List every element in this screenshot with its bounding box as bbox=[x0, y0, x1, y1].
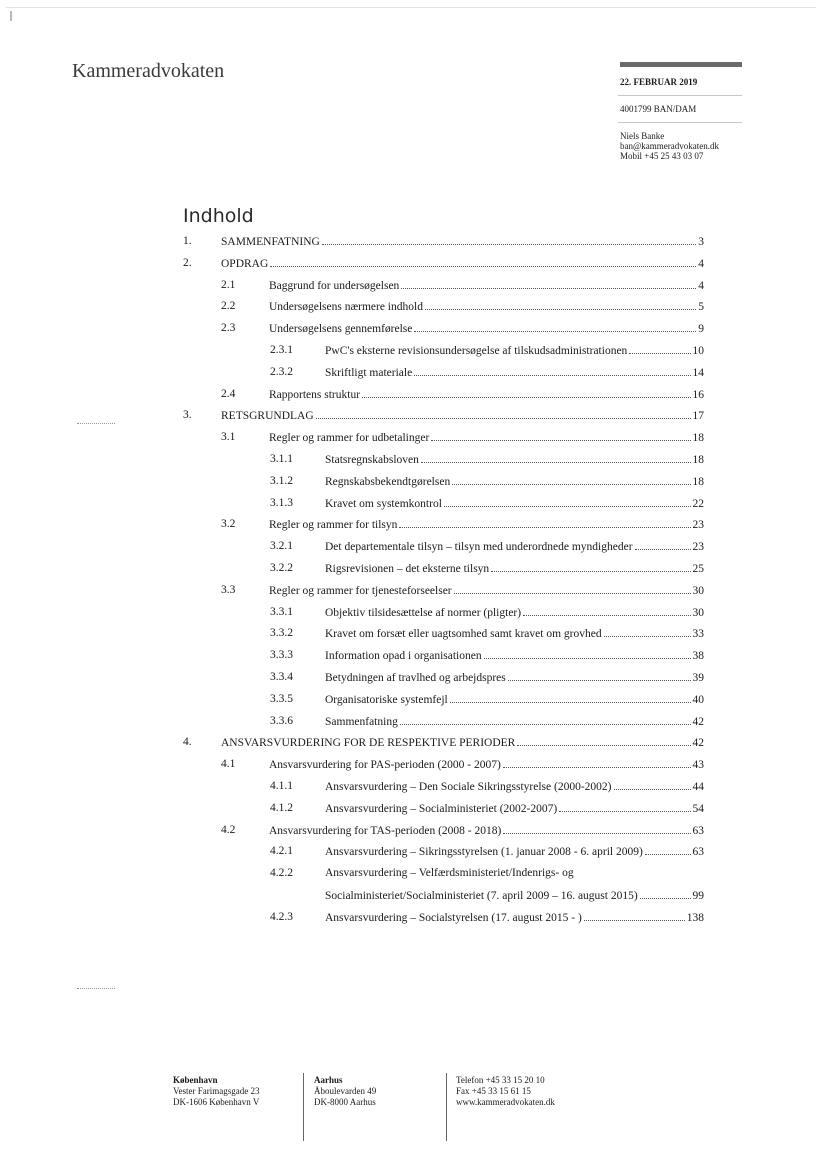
toc-entry[interactable] bbox=[325, 497, 704, 513]
toc-leader-dots bbox=[362, 388, 690, 398]
toc-entry-text: Undersøgelsens nærmere indhold bbox=[269, 301, 423, 314]
footer-postcode: DK-8000 Aarhus bbox=[314, 1097, 376, 1107]
toc-entry-number: 4.2.3 bbox=[270, 910, 293, 923]
toc-entry-text: Det departementale tilsyn – tilsyn med underordnede myndigheder bbox=[325, 541, 633, 554]
toc-leader-dots bbox=[454, 584, 691, 594]
toc-entry-number: 4.2 bbox=[221, 823, 236, 836]
toc-entry-text: Organisatoriske systemfejl bbox=[325, 693, 448, 706]
toc-entry-number: 3.3.1 bbox=[270, 605, 293, 618]
toc-page-number: 4 bbox=[698, 257, 704, 270]
toc-entry-number: 3.1 bbox=[221, 431, 236, 444]
footer-address: Vester Farimagsgade 23 bbox=[173, 1086, 260, 1096]
toc-page-number: 4 bbox=[698, 279, 704, 292]
toc-page-number: 18 bbox=[692, 475, 704, 488]
margin-mark bbox=[77, 423, 115, 425]
toc-page-number: 25 bbox=[692, 563, 704, 575]
reference-number: 4001799 BAN/DAM bbox=[620, 104, 697, 114]
toc-entry-text: Regler og rammer for udbetalinger bbox=[269, 432, 430, 445]
toc-leader-dots bbox=[508, 671, 691, 681]
meta-divider bbox=[618, 95, 742, 96]
toc-page-number: 38 bbox=[692, 650, 704, 663]
toc-page-number: 22 bbox=[692, 497, 704, 510]
footer-city: København bbox=[173, 1075, 218, 1085]
logo: Kammeradvokaten bbox=[72, 60, 225, 82]
toc-entry-text: Sammenfatning bbox=[325, 715, 398, 728]
toc-entry-text: Ansvarsvurdering – Socialstyrelsen (17. august 2015 - ) bbox=[325, 911, 582, 924]
contact-mobile: Mobil +45 25 43 03 07 bbox=[620, 151, 704, 161]
toc-leader-dots bbox=[503, 824, 690, 834]
toc-entry-number: 3.2 bbox=[221, 518, 236, 531]
footer-separator bbox=[303, 1073, 304, 1141]
toc-entry-text: Baggrund for undersøgelsen bbox=[269, 279, 400, 292]
toc-leader-dots bbox=[444, 497, 691, 507]
toc-entry[interactable] bbox=[325, 715, 704, 731]
toc-entry[interactable] bbox=[325, 867, 704, 883]
toc-entry[interactable] bbox=[325, 344, 704, 360]
toc-leader-dots bbox=[640, 889, 691, 899]
toc-page-number: 40 bbox=[692, 693, 704, 706]
toc-leader-dots bbox=[645, 845, 691, 855]
toc-entry-text: Ansvarsvurdering – Den Sociale Sikringsstyrelse (2000-2002) bbox=[325, 781, 612, 793]
footer-aarhus bbox=[314, 1075, 376, 1108]
toc-entry-text: Ansvarsvurdering – Sikringsstyrelsen (1. januar 2008 - 6. april 2009) bbox=[325, 846, 643, 859]
toc-page-number: 23 bbox=[692, 541, 704, 554]
toc-entry[interactable] bbox=[269, 322, 704, 338]
toc-entry-text: PwC's eksterne revisionsundersøgelse af tilskudsadministrationen bbox=[325, 345, 628, 357]
toc-entry-number: 3.1.3 bbox=[270, 496, 293, 509]
toc-entry-text: Rigsrevisionen – det eksterne tilsyn bbox=[325, 563, 490, 575]
toc-page-number: 99 bbox=[692, 890, 704, 902]
footer-fax: Fax +45 33 15 61 15 bbox=[456, 1086, 531, 1096]
footer-copenhagen bbox=[173, 1075, 259, 1108]
toc-entry-text: Betydningen af travlhed og arbejdspres bbox=[325, 672, 506, 684]
toc-leader-dots bbox=[431, 431, 690, 441]
toc-page-number: 18 bbox=[692, 454, 704, 466]
toc-entry[interactable] bbox=[325, 540, 704, 556]
toc-entry-text: Ansvarsvurdering for PAS-perioden (2000 - 2007) bbox=[269, 759, 501, 772]
footer-separator bbox=[446, 1073, 447, 1141]
toc-entry[interactable] bbox=[325, 562, 704, 578]
toc-entry-text: Information opad i organisationen bbox=[325, 650, 482, 663]
toc-entry[interactable] bbox=[325, 671, 704, 687]
toc-entry-text: Skriftligt materiale bbox=[325, 366, 413, 379]
toc-page-number: 18 bbox=[692, 432, 704, 445]
footer-website: www.kammeradvokaten.dk bbox=[456, 1097, 555, 1107]
toc-entry[interactable] bbox=[325, 366, 704, 382]
toc-title: Indhold bbox=[183, 205, 254, 227]
toc-leader-dots bbox=[414, 322, 696, 332]
toc-page-number: 43 bbox=[692, 759, 704, 772]
toc-entry-text: Objektiv tilsidesættelse af normer (pligter) bbox=[325, 606, 522, 619]
toc-page-number: 5 bbox=[698, 301, 704, 314]
toc-entry[interactable] bbox=[325, 627, 704, 643]
toc-page-number: 44 bbox=[692, 781, 704, 793]
toc-entry[interactable] bbox=[269, 388, 704, 404]
toc-leader-dots bbox=[629, 344, 690, 354]
toc-entry-number: 3.2.1 bbox=[270, 540, 293, 553]
contact-email: ban@kammeradvokaten.dk bbox=[620, 141, 720, 151]
toc-entry-number: 3.3.4 bbox=[270, 671, 293, 683]
toc-entry-number: 3.3.2 bbox=[270, 627, 293, 640]
toc-entry-number: 4.1.1 bbox=[270, 780, 293, 792]
toc-page-number: 16 bbox=[692, 388, 704, 401]
toc-entry-continuation[interactable] bbox=[325, 889, 704, 905]
toc-entry-text: RETSGRUNDLAG bbox=[221, 410, 314, 423]
toc-leader-dots bbox=[635, 540, 691, 550]
toc-entry-number: 2.1 bbox=[221, 278, 236, 291]
header-bar bbox=[620, 62, 742, 67]
toc-entry-number: 3.2.2 bbox=[270, 562, 293, 574]
toc-entry-number: 1. bbox=[183, 235, 192, 247]
top-rule bbox=[6, 7, 816, 8]
toc-entry[interactable] bbox=[221, 409, 704, 425]
toc-entry-text: Kravet om systemkontrol bbox=[325, 497, 442, 510]
toc-page-number: 30 bbox=[692, 584, 704, 597]
toc-entry[interactable] bbox=[269, 584, 704, 600]
toc-page-number: 138 bbox=[686, 911, 704, 924]
toc-entry-text: Statsregnskabsloven bbox=[325, 454, 419, 466]
toc-page-number: 39 bbox=[692, 672, 704, 684]
toc-page-number: 63 bbox=[692, 824, 704, 837]
toc-entry[interactable] bbox=[269, 431, 704, 447]
toc-entry-text: Ansvarsvurdering – Velfærdsministeriet/Indenrigs- og bbox=[325, 867, 574, 880]
toc-entry-text: Ansvarsvurdering – Socialministeriet (2002-2007) bbox=[325, 802, 558, 815]
toc-leader-dots bbox=[491, 562, 690, 572]
toc-page-number: 42 bbox=[692, 715, 704, 728]
toc-page-number: 14 bbox=[692, 366, 704, 379]
toc-entry-text: Rapportens struktur bbox=[269, 388, 361, 401]
toc-entry[interactable] bbox=[269, 758, 704, 774]
toc-entry-number: 2.4 bbox=[221, 387, 236, 400]
toc-leader-dots bbox=[401, 279, 696, 289]
toc-leader-dots bbox=[604, 627, 691, 637]
meta-divider bbox=[618, 122, 742, 123]
toc-entry-number: 2. bbox=[183, 256, 192, 269]
toc-leader-dots bbox=[316, 409, 691, 419]
toc-entry-text: ANSVARSVURDERING FOR DE RESPEKTIVE PERIODER bbox=[221, 737, 516, 750]
toc-page-number: 3 bbox=[698, 236, 704, 248]
toc-leader-dots bbox=[414, 366, 690, 376]
toc-entry-text: Regler og rammer for tilsyn bbox=[269, 519, 398, 532]
toc-entry[interactable] bbox=[325, 693, 704, 709]
toc-entry-text: Regnskabsbekendtgørelsen bbox=[325, 475, 451, 488]
footer-city: Aarhus bbox=[314, 1075, 343, 1085]
toc-entry[interactable] bbox=[221, 257, 704, 273]
letter-meta bbox=[620, 62, 742, 161]
toc-leader-dots bbox=[614, 780, 691, 790]
toc-leader-dots bbox=[421, 453, 691, 463]
toc-entry-text: Kravet om forsæt eller uagtsomhed samt kravet om grovhed bbox=[325, 628, 602, 641]
toc-leader-dots bbox=[503, 758, 691, 768]
toc-leader-dots bbox=[399, 518, 690, 528]
toc-page-number: 17 bbox=[692, 410, 704, 423]
toc-entry[interactable] bbox=[221, 235, 704, 251]
toc-entry-text: Regler og rammer for tjenesteforseelser bbox=[269, 584, 452, 597]
document-date: 22. FEBRUAR 2019 bbox=[620, 77, 698, 87]
toc-page-number: 33 bbox=[692, 628, 704, 641]
toc-entry-text: OPDRAG bbox=[221, 257, 269, 270]
toc-leader-dots bbox=[559, 802, 690, 812]
footer-contact bbox=[456, 1075, 555, 1108]
toc-leader-dots bbox=[322, 235, 696, 245]
toc-leader-dots bbox=[452, 475, 690, 485]
toc-leader-dots bbox=[400, 715, 691, 725]
toc-entry-number: 2.3.2 bbox=[270, 365, 293, 378]
toc-leader-dots bbox=[450, 693, 691, 703]
margin-mark bbox=[77, 988, 115, 990]
toc-entry-number: 3.3 bbox=[221, 583, 236, 596]
toc-entry-text: SAMMENFATNING bbox=[221, 236, 320, 248]
contact-name: Niels Banke bbox=[620, 131, 665, 141]
toc-entry-number: 2.3.1 bbox=[270, 344, 293, 356]
footer-postcode: DK-1606 København V bbox=[173, 1097, 260, 1107]
toc-entry[interactable] bbox=[269, 279, 704, 295]
toc-entry-text: Ansvarsvurdering for TAS-perioden (2008 - 2018) bbox=[269, 824, 502, 837]
toc-entry-number: 3.1.1 bbox=[270, 453, 293, 465]
corner-mark bbox=[10, 11, 12, 21]
footer-address: Åboulevarden 49 bbox=[314, 1086, 377, 1096]
toc-entry-text: Socialministeriet/Socialministeriet (7. april 2009 – 16. august 2015) bbox=[325, 890, 638, 902]
toc-entry-number: 3.1.2 bbox=[270, 474, 293, 487]
toc-entry-text: Undersøgelsens gennemførelse bbox=[269, 323, 413, 336]
toc-entry[interactable] bbox=[325, 845, 704, 861]
toc-entry-number: 4.2.1 bbox=[270, 845, 293, 858]
toc-entry[interactable] bbox=[221, 736, 704, 752]
toc-entry-number: 4.1 bbox=[221, 758, 236, 771]
toc-page-number: 10 bbox=[692, 345, 704, 357]
toc-entry[interactable] bbox=[269, 518, 704, 534]
toc-entry[interactable] bbox=[325, 649, 704, 665]
toc-leader-dots bbox=[270, 257, 696, 267]
toc-entry-number: 2.3 bbox=[221, 322, 236, 335]
toc-page-number: 30 bbox=[692, 606, 704, 619]
toc-leader-dots bbox=[484, 649, 691, 659]
toc-entry-number: 3.3.3 bbox=[270, 649, 293, 662]
toc-entry[interactable] bbox=[269, 824, 704, 840]
toc-entry[interactable] bbox=[269, 300, 704, 316]
toc-page-number: 9 bbox=[698, 323, 704, 336]
toc-entry-number: 2.2 bbox=[221, 300, 236, 313]
toc-entry-number: 3. bbox=[183, 409, 192, 422]
toc-leader-dots bbox=[517, 736, 690, 746]
toc-page-number: 63 bbox=[692, 846, 704, 859]
toc-entry[interactable] bbox=[325, 606, 704, 622]
toc-leader-dots bbox=[523, 606, 690, 616]
toc-entry[interactable] bbox=[325, 780, 704, 796]
toc-entry[interactable] bbox=[325, 802, 704, 818]
footer-phone: Telefon +45 33 15 20 10 bbox=[456, 1075, 545, 1085]
toc-entry-number: 3.3.6 bbox=[270, 714, 293, 727]
toc-leader-dots bbox=[584, 911, 685, 921]
toc-entry[interactable] bbox=[325, 911, 704, 927]
toc-page-number: 42 bbox=[692, 737, 704, 750]
toc-entry-number: 4.2.2 bbox=[270, 867, 293, 880]
toc-entry-number: 3.3.5 bbox=[270, 692, 293, 705]
toc-page-number: 54 bbox=[692, 802, 704, 815]
toc-entry-number: 4.1.2 bbox=[270, 801, 293, 814]
toc-page-number: 23 bbox=[692, 519, 704, 532]
toc-entry[interactable] bbox=[325, 475, 704, 491]
toc-entry-number: 4. bbox=[183, 736, 192, 749]
toc-leader-dots bbox=[425, 300, 696, 310]
toc-entry[interactable] bbox=[325, 453, 704, 469]
